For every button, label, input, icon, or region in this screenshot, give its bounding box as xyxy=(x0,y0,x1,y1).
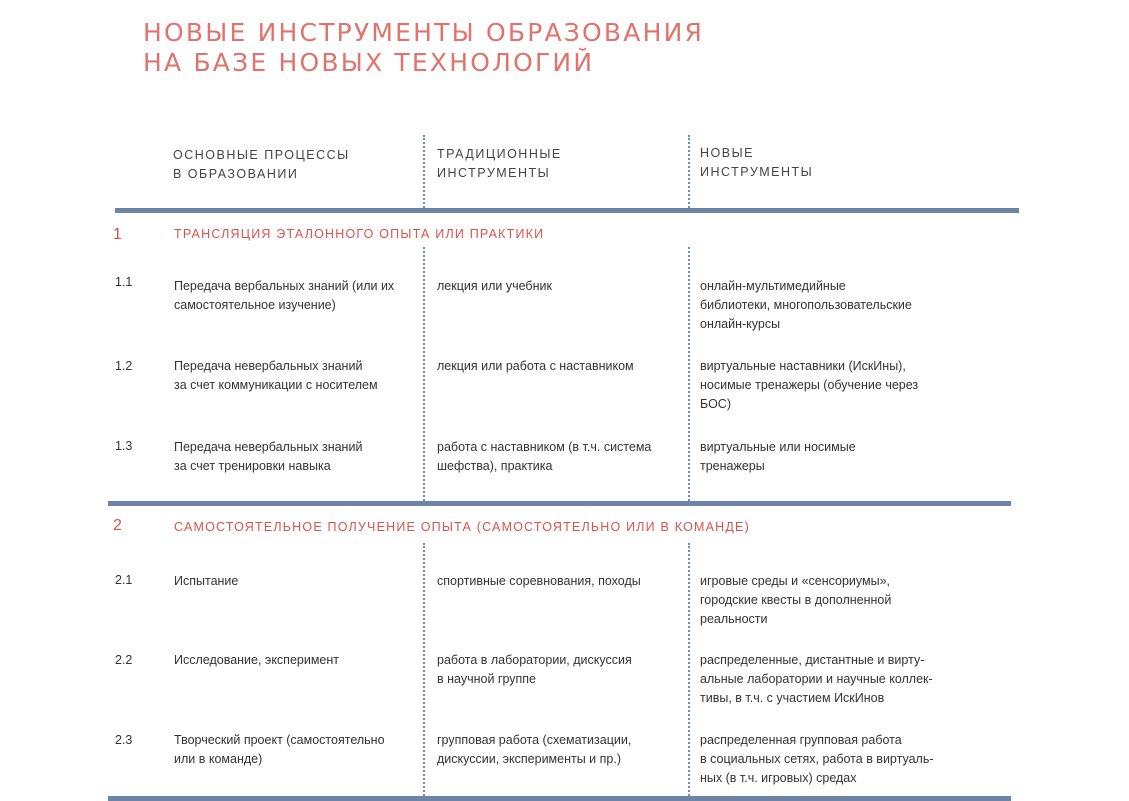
cell-line: альные лаборатории и научные коллек- xyxy=(700,672,933,686)
header-traditional-line-1: ТРАДИЦИОННЫЕ xyxy=(437,147,562,161)
cell-line: виртуальные или носимые xyxy=(700,440,856,454)
column-divider xyxy=(688,247,690,501)
cell-line: игровые среды и «сенсориумы», xyxy=(700,574,891,588)
table-bottom-bar xyxy=(108,796,1011,801)
cell-line: тренажеры xyxy=(700,459,765,473)
process-cell xyxy=(174,651,339,670)
section-number: 1 xyxy=(113,226,122,243)
cell-line: Передача невербальных знаний xyxy=(174,359,363,373)
process-cell xyxy=(174,277,394,315)
header-new-line-1: НОВЫЕ xyxy=(700,146,754,160)
cell-line: спортивные соревнования, походы xyxy=(437,574,641,588)
cell-line: онлайн-мультимедийные xyxy=(700,279,846,293)
traditional-cell xyxy=(437,277,552,296)
column-divider xyxy=(688,543,690,796)
cell-line: за счет тренировки навыка xyxy=(174,459,331,473)
row-number: 1.2 xyxy=(115,359,133,373)
row-number: 2.2 xyxy=(115,653,133,667)
traditional-cell xyxy=(437,438,651,476)
row-number: 1.1 xyxy=(115,275,133,289)
traditional-cell xyxy=(437,731,631,769)
cell-line: Исследование, эксперимент xyxy=(174,653,340,667)
cell-line: в научной группе xyxy=(437,672,537,686)
cell-line: распределенная групповая работа xyxy=(700,733,902,747)
cell-line: тивы, в т.ч. с участием ИскИнов xyxy=(700,691,885,705)
row-number: 1.3 xyxy=(115,439,133,453)
cell-line: БОС) xyxy=(700,397,731,411)
new-tools-cell xyxy=(700,438,856,476)
header-new xyxy=(700,144,813,182)
row-number: 2.1 xyxy=(115,573,133,587)
new-tools-cell xyxy=(700,357,918,414)
cell-line: групповая работа (схематизации, xyxy=(437,733,632,747)
new-tools-cell xyxy=(700,651,933,708)
cell-line: библиотеки, многопользовательские xyxy=(700,298,912,312)
process-cell xyxy=(174,438,362,476)
column-divider xyxy=(423,135,425,208)
traditional-cell xyxy=(437,651,632,689)
column-divider xyxy=(423,543,425,796)
cell-line: самостоятельное изучение) xyxy=(174,298,336,312)
new-tools-cell xyxy=(700,572,891,629)
traditional-cell xyxy=(437,572,641,591)
header-divider-bar xyxy=(115,208,1019,213)
cell-line: лекция или учебник xyxy=(437,279,552,293)
process-cell xyxy=(174,731,385,769)
cell-line: в социальных сетях, работа в виртуаль- xyxy=(700,752,934,766)
header-traditional xyxy=(437,145,562,183)
section-title: ТРАНСЛЯЦИЯ ЭТАЛОННОГО ОПЫТА ИЛИ ПРАКТИКИ xyxy=(174,227,545,241)
cell-line: Испытание xyxy=(174,574,239,588)
header-traditional-line-2: ИНСТРУМЕНТЫ xyxy=(437,166,551,180)
cell-line: шефства), практика xyxy=(437,459,553,473)
cell-line: Передача невербальных знаний xyxy=(174,440,363,454)
cell-line: распределенные, дистантные и вирту- xyxy=(700,653,925,667)
new-tools-cell xyxy=(700,731,934,788)
section-divider-bar xyxy=(108,501,1011,506)
cell-line: за счет коммуникации с носителем xyxy=(174,378,378,392)
cell-line: или в команде) xyxy=(174,752,263,766)
section-number: 2 xyxy=(113,517,122,534)
section-title: САМОСТОЯТЕЛЬНОЕ ПОЛУЧЕНИЕ ОПЫТА (САМОСТОЯТЕЛЬНО ИЛИ В КОМАНДЕ) xyxy=(174,520,750,534)
cell-line: реальности xyxy=(700,612,768,626)
new-tools-cell xyxy=(700,277,912,334)
cell-line: онлайн-курсы xyxy=(700,317,781,331)
page-title-line-1: НОВЫЕ ИНСТРУМЕНТЫ ОБРАЗОВАНИЯ xyxy=(143,18,705,47)
page-title-line-2: НА БАЗЕ НОВЫХ ТЕХНОЛОГИЙ xyxy=(143,48,595,77)
header-processes-line-1: ОСНОВНЫЕ ПРОЦЕССЫ xyxy=(173,148,350,162)
cell-line: городские квесты в дополненной xyxy=(700,593,892,607)
cell-line: Творческий проект (самостоятельно xyxy=(174,733,385,747)
traditional-cell xyxy=(437,357,634,376)
cell-line: лекция или работа с наставником xyxy=(437,359,634,373)
header-new-line-2: ИНСТРУМЕНТЫ xyxy=(700,165,814,179)
process-cell xyxy=(174,572,238,591)
process-cell xyxy=(174,357,378,395)
cell-line: Передача вербальных знаний (или их xyxy=(174,279,395,293)
page-title xyxy=(143,18,704,78)
cell-line: ных (в т.ч. игровых) средах xyxy=(700,771,857,785)
cell-line: дискуссии, эксперименты и пр.) xyxy=(437,752,621,766)
header-processes-line-2: В ОБРАЗОВАНИИ xyxy=(173,167,299,181)
cell-line: работа с наставником (в т.ч. система xyxy=(437,440,652,454)
cell-line: виртуальные наставники (ИскИны), xyxy=(700,359,906,373)
column-divider xyxy=(423,247,425,501)
row-number: 2.3 xyxy=(115,733,133,747)
header-processes xyxy=(173,146,350,184)
column-divider xyxy=(688,135,690,208)
cell-line: работа в лаборатории, дискуссия xyxy=(437,653,632,667)
cell-line: носимые тренажеры (обучение через xyxy=(700,378,919,392)
